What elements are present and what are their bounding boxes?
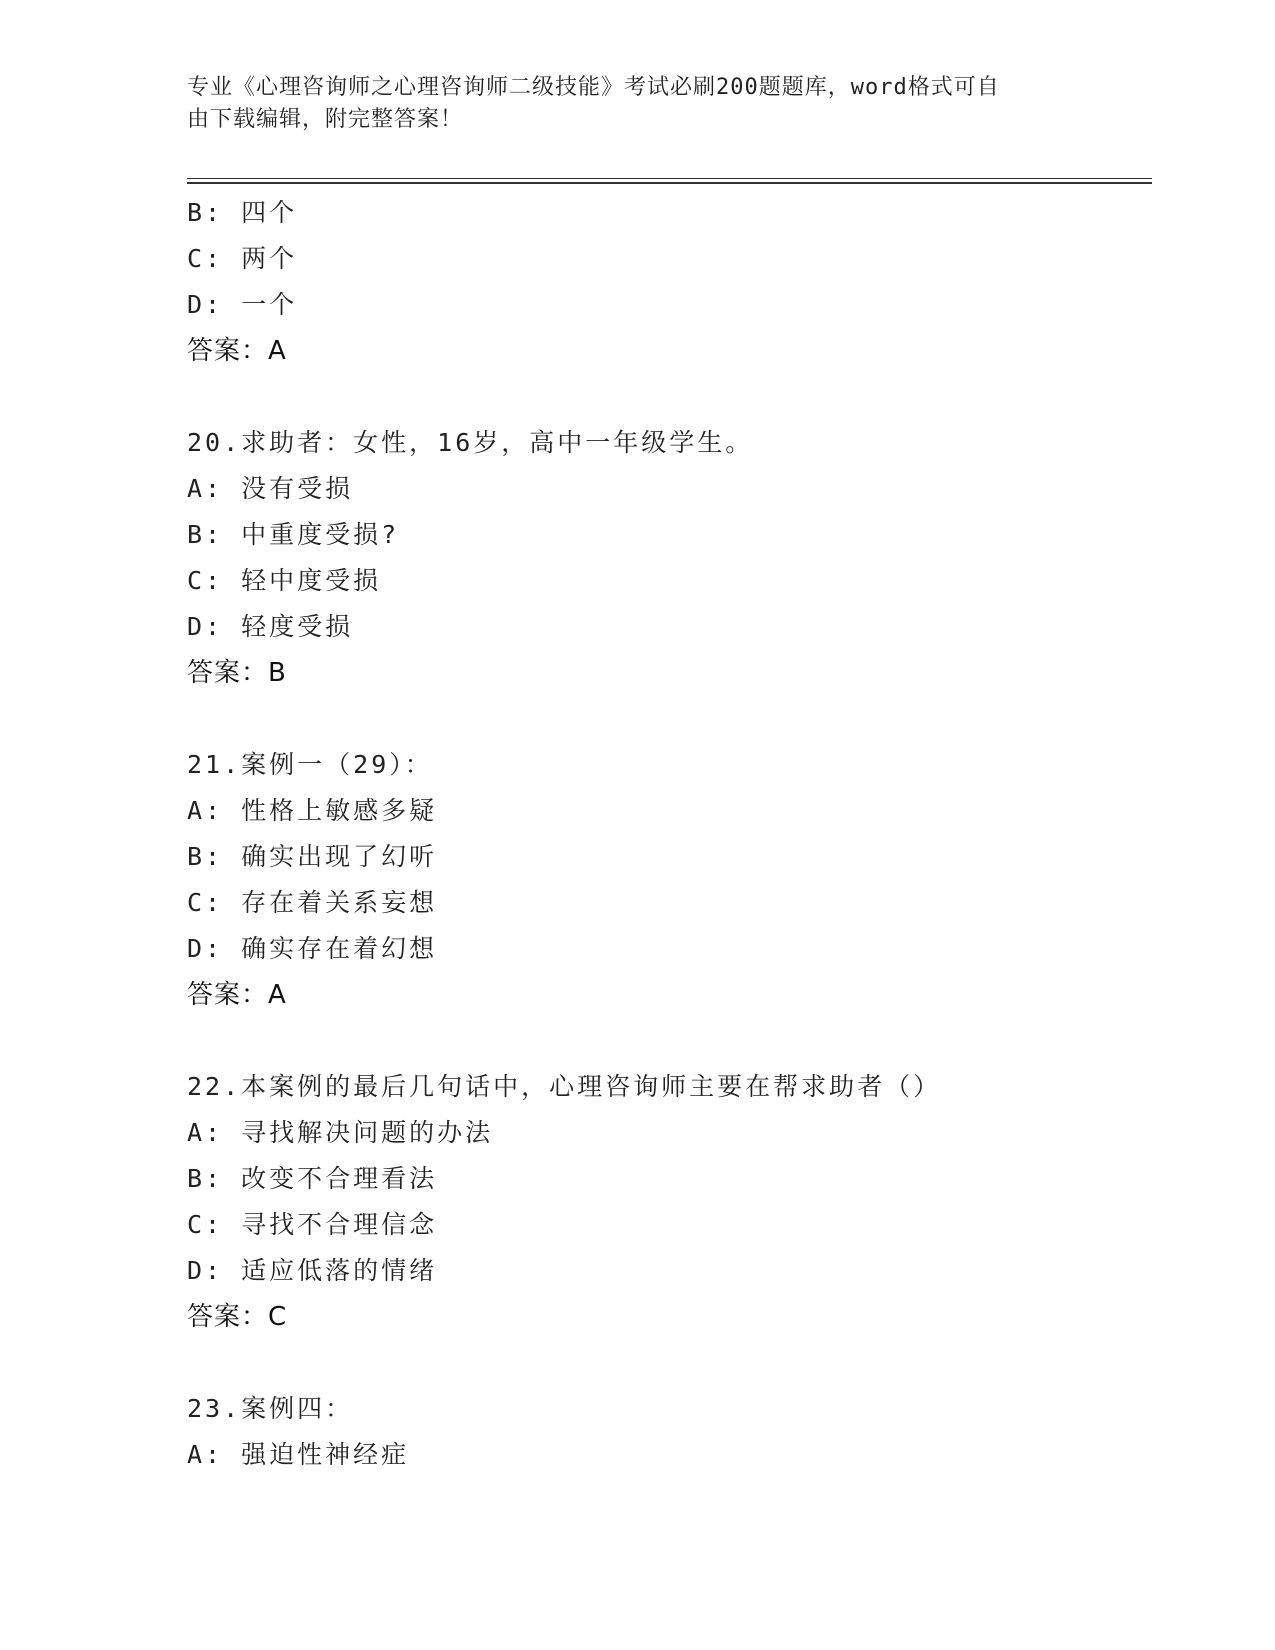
question-stem: 23.案例四： — [187, 1394, 354, 1423]
header-divider-thick — [187, 182, 1152, 184]
option-d: D: 一个 — [187, 290, 298, 319]
option-d: D: 适应低落的情绪 — [187, 1256, 438, 1285]
question-list — [187, 190, 1147, 1478]
question-block-22 — [187, 1064, 1147, 1340]
header-line-2: 由下载编辑，附完整答案！ — [187, 107, 464, 132]
option-d: D: 确实存在着幻想 — [187, 934, 438, 963]
question-block-partial — [187, 190, 1147, 374]
option-a: A: 性格上敏感多疑 — [187, 796, 438, 825]
answer-line: 答案：B — [187, 658, 287, 688]
option-b: B: 确实出现了幻听 — [187, 842, 438, 871]
option-d: D: 轻度受损 — [187, 612, 354, 641]
option-b: B: 改变不合理看法 — [187, 1164, 438, 1193]
header-divider-thin — [187, 178, 1152, 179]
option-c: C: 寻找不合理信念 — [187, 1210, 438, 1239]
question-block-20 — [187, 420, 1147, 696]
option-b: B: 中重度受损? — [187, 520, 400, 549]
question-block-21 — [187, 742, 1147, 1018]
answer-line: 答案：C — [187, 1302, 288, 1332]
option-a: A: 没有受损 — [187, 474, 354, 503]
option-b: B: 四个 — [187, 198, 298, 227]
option-c: C: 存在着关系妄想 — [187, 888, 438, 917]
document-header — [187, 72, 1067, 136]
answer-line: 答案：A — [187, 980, 287, 1010]
option-a: A: 强迫性神经症 — [187, 1440, 410, 1469]
option-c: C: 两个 — [187, 244, 298, 273]
spacer — [187, 696, 1147, 742]
spacer — [187, 1340, 1147, 1386]
option-c: C: 轻中度受损 — [187, 566, 382, 595]
header-line-1: 专业《心理咨询师之心理咨询师二级技能》考试必刷200题题库，word格式可自 — [187, 75, 1000, 100]
question-stem: 20.求助者：女性，16岁，高中一年级学生。 — [187, 428, 754, 457]
question-stem: 21.案例一（29）： — [187, 750, 433, 779]
question-stem: 22.本案例的最后几句话中，心理咨询师主要在帮求助者（） — [187, 1072, 942, 1101]
spacer — [187, 374, 1147, 420]
answer-line: 答案：A — [187, 336, 287, 366]
spacer — [187, 1018, 1147, 1064]
option-a: A: 寻找解决问题的办法 — [187, 1118, 494, 1147]
question-block-23 — [187, 1386, 1147, 1478]
